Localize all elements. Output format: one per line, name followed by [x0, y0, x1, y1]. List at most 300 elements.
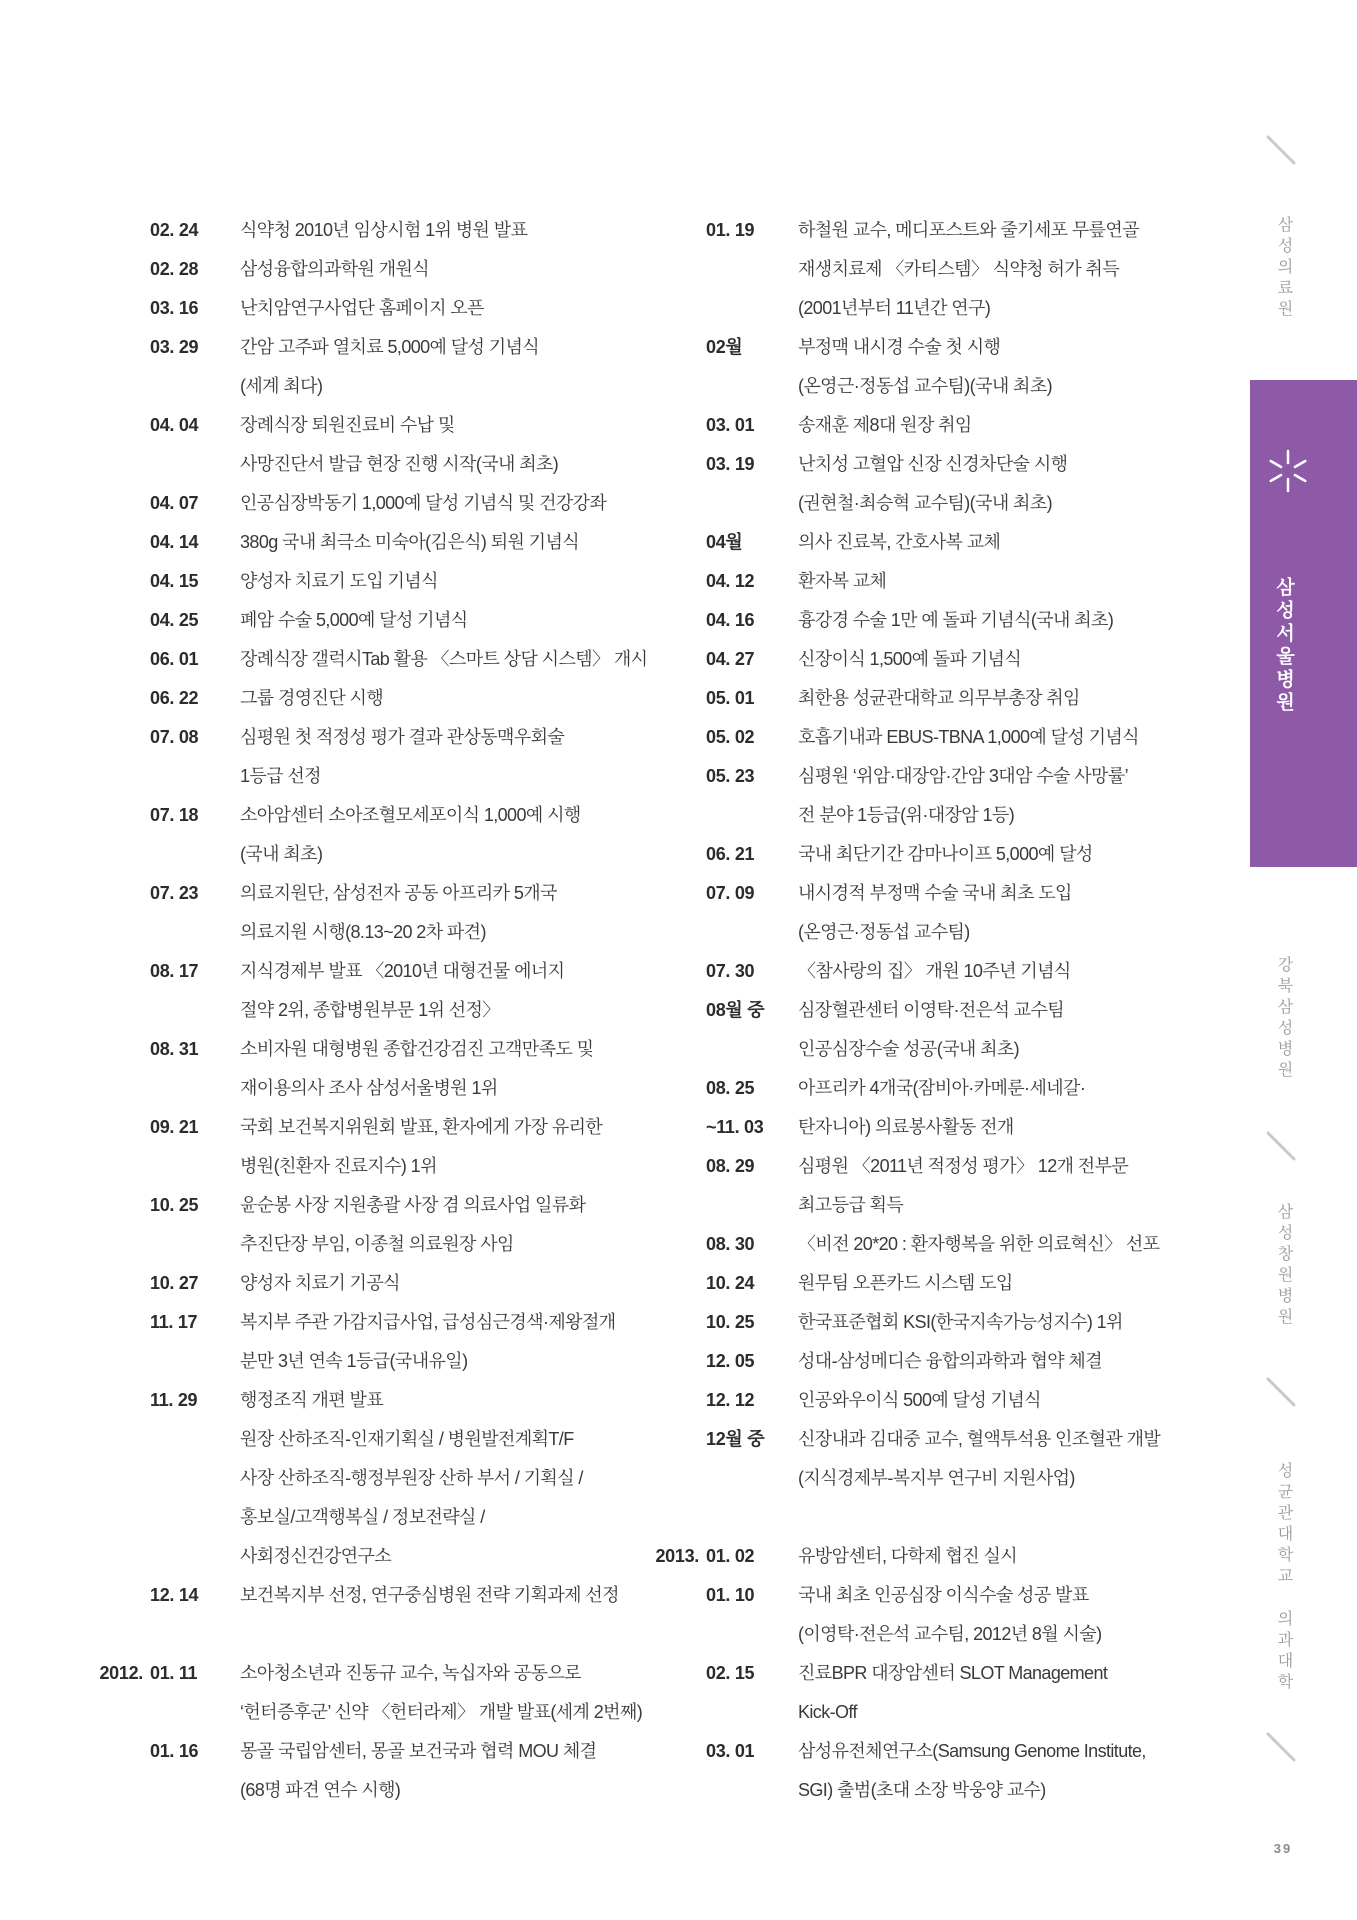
- entry-date: [706, 1342, 798, 1381]
- entry-date-text: 12. 14: [150, 1585, 199, 1605]
- entry-date-text: 08. 30: [706, 1234, 755, 1254]
- entry-description: [798, 1576, 1101, 1654]
- entry-text-line: 재생치료제 〈카티스템〉 식약청 허가 취득: [798, 259, 1120, 279]
- entry-date: [706, 835, 798, 874]
- timeline-entry: [706, 874, 1160, 952]
- entry-text-line: 신장내과 김대중 교수, 혈액투석용 인조혈관 개발: [798, 1429, 1161, 1449]
- timeline-entry: [150, 406, 647, 484]
- entry-date-text: 08. 25: [706, 1078, 755, 1098]
- entry-text-line: 송재훈 제8대 원장 취임: [798, 415, 972, 435]
- timeline-entry: [706, 718, 1160, 757]
- entry-date-text: 12. 12: [706, 1390, 755, 1410]
- timeline-entry: [150, 679, 647, 718]
- entry-description: [798, 718, 1139, 757]
- entry-description: [240, 1108, 602, 1186]
- timeline-entry: [150, 484, 647, 523]
- entry-date-text: 04. 16: [706, 610, 755, 630]
- entry-date-text: 07. 23: [150, 883, 199, 903]
- entry-description: [798, 679, 1080, 718]
- timeline-entry: [150, 874, 647, 952]
- year-label: 2012.: [99, 1663, 143, 1683]
- entry-text-line: 하철원 교수, 메디포스트와 줄기세포 무릎연골: [798, 220, 1139, 240]
- entry-text-line: 환자복 교체: [798, 571, 887, 591]
- timeline-entry: [706, 757, 1160, 835]
- entry-date-text: 03. 19: [706, 454, 755, 474]
- slash-divider-icon: [1265, 134, 1297, 166]
- entry-text-line: (지식경제부-복지부 연구비 지원사업): [798, 1468, 1075, 1488]
- entry-text-line: 사장 산하조직-행정부원장 산하 부서 / 기획실 /: [240, 1468, 583, 1488]
- entry-date: [706, 874, 798, 952]
- section-label-samsung-seoul-hospital: 삼성서울병원: [1273, 577, 1294, 715]
- entry-date-text: 01. 02: [706, 1546, 755, 1566]
- entry-date: [706, 211, 798, 328]
- entry-date-text: 08. 29: [706, 1156, 755, 1176]
- entry-date: [706, 679, 798, 718]
- entry-text-line: 몽골 국립암센터, 몽골 보건국과 협력 MOU 체결: [240, 1741, 597, 1761]
- entry-text-line: (세계 최다): [240, 376, 323, 396]
- entry-description: [240, 1732, 596, 1810]
- entry-text-line: 난치암연구사업단 홈페이지 오픈: [240, 298, 484, 318]
- entry-text-line: 난치성 고혈압 신장 신경차단술 시행: [798, 454, 1068, 474]
- timeline-entry: [706, 1342, 1160, 1381]
- entry-description: [798, 1420, 1160, 1498]
- timeline-entry: [706, 835, 1160, 874]
- entry-description: [240, 796, 581, 874]
- entry-text-line: 소아청소년과 진동규 교수, 녹십자와 공동으로: [240, 1663, 581, 1683]
- entry-date-text: 08월 중: [706, 1000, 765, 1020]
- entry-text-line: 식약청 2010년 임상시험 1위 병원 발표: [240, 220, 528, 240]
- entry-description: [240, 406, 558, 484]
- entry-text-line: 보건복지부 선정, 연구중심병원 전략 기획과제 선정: [240, 1585, 619, 1605]
- entry-date-text: 04. 07: [150, 493, 199, 513]
- entry-date: [706, 1303, 798, 1342]
- entry-description: [240, 562, 438, 601]
- timeline-entry: [706, 211, 1160, 328]
- entry-date: [706, 562, 798, 601]
- entry-text-line: 간암 고주파 열치료 5,000예 달성 기념식: [240, 337, 540, 357]
- entry-text-line: 380g 국내 최극소 미숙아(김은식) 퇴원 기념식: [240, 532, 580, 552]
- timeline-entry: [706, 328, 1160, 406]
- timeline-entry: [706, 562, 1160, 601]
- entry-text-line: 복지부 주관 가감지급사업, 급성심근경색·제왕절개: [240, 1312, 616, 1332]
- entry-date: [706, 1654, 798, 1732]
- entry-text-line: 심장혈관센터 이영탁·전은석 교수팀: [798, 1000, 1065, 1020]
- entry-text-line: 의료지원 시행(8.13~20 2차 파견): [240, 922, 486, 942]
- entry-text-line: 심평원 첫 적정성 평가 결과 관상동맥우회술: [240, 727, 565, 747]
- entry-date-text: 04. 15: [150, 571, 199, 591]
- section-label-samsung-changwon-hospital: 삼성창원병원: [1275, 1203, 1292, 1329]
- entry-description: [240, 211, 527, 250]
- entry-text-line: 〈참사랑의 집〉 개원 10주년 기념식: [798, 961, 1071, 981]
- entry-date: [706, 1732, 798, 1810]
- entry-text-line: 추진단장 부임, 이종철 의료원장 사임: [240, 1234, 514, 1254]
- entry-text-line: 장례식장 퇴원진료비 수납 및: [240, 415, 455, 435]
- entry-description: [798, 1654, 1107, 1732]
- entry-date: [150, 1576, 240, 1615]
- entry-text-line: 양성자 치료기 도입 기념식: [240, 571, 438, 591]
- entry-text-line: 폐암 수술 5,000예 달성 기념식: [240, 610, 468, 630]
- entry-date: [706, 328, 798, 406]
- timeline-entry: [706, 1654, 1160, 1732]
- timeline-entry: [150, 1264, 647, 1303]
- timeline-entry: [150, 1576, 647, 1615]
- timeline-entry: [150, 562, 647, 601]
- entry-date-text: 11. 29: [150, 1390, 198, 1410]
- entry-description: [240, 601, 468, 640]
- entry-description: [798, 1264, 1013, 1303]
- entry-description: [240, 328, 539, 406]
- entry-date-text: 05. 23: [706, 766, 755, 786]
- timeline-entry: [150, 328, 647, 406]
- entry-date-text: 05. 02: [706, 727, 755, 747]
- timeline-entry: [150, 1381, 647, 1576]
- timeline-entry: [150, 640, 647, 679]
- section-label-samsung-medical-center: 삼성의료원: [1275, 216, 1292, 321]
- entry-text-line: 양성자 치료기 기공식: [240, 1273, 400, 1293]
- timeline-entry: [150, 1186, 647, 1264]
- entry-date-text: 04. 25: [150, 610, 199, 630]
- entry-date: [706, 1381, 798, 1420]
- entry-text-line: 원장 산하조직-인재기획실 / 병원발전계획T/F: [240, 1429, 574, 1449]
- timeline-entry: [706, 445, 1160, 523]
- entry-date: [706, 601, 798, 640]
- entry-description: [798, 406, 972, 445]
- timeline-entry: [150, 796, 647, 874]
- entry-date: [706, 1147, 798, 1225]
- year-group: [706, 211, 1160, 1498]
- starburst-icon: [1266, 445, 1310, 497]
- entry-description: [798, 952, 1071, 991]
- entry-date-text: 06. 22: [150, 688, 199, 708]
- entry-text-line: 인공와우이식 500예 달성 기념식: [798, 1390, 1041, 1410]
- year-group: [655, 1537, 1160, 1810]
- entry-text-line: 한국표준협회 KSI(한국지속가능성지수) 1위: [798, 1312, 1123, 1332]
- entry-description: [240, 874, 557, 952]
- entry-description: [798, 328, 1052, 406]
- entry-text-line: 의료지원단, 삼성전자 공동 아프리카 5개국: [240, 883, 557, 903]
- entry-date: [706, 406, 798, 445]
- entry-text-line: 탄자니아) 의료봉사활동 전개: [798, 1117, 1014, 1137]
- entry-text-line: 분만 3년 연속 1등급(국내유일): [240, 1351, 468, 1371]
- entry-date: [150, 328, 240, 406]
- entry-description: [798, 1381, 1041, 1420]
- entry-date: [706, 523, 798, 562]
- entry-date: [706, 718, 798, 757]
- entry-description: [798, 1342, 1102, 1381]
- entry-date: [706, 991, 798, 1069]
- entry-date: [150, 562, 240, 601]
- timeline-entry: [150, 250, 647, 289]
- timeline-entry: [706, 406, 1160, 445]
- entry-date-text: 07. 30: [706, 961, 755, 981]
- entry-text-line: 절약 2위, 종합병원부문 1위 선정〉: [240, 1000, 500, 1020]
- entry-text-line: 국내 최초 인공심장 이식수술 성공 발표: [798, 1585, 1089, 1605]
- entry-date-text: 01. 11: [150, 1663, 198, 1683]
- entry-text-line: 유방암센터, 다학제 협진 실시: [798, 1546, 1018, 1566]
- entry-date: [150, 484, 240, 523]
- entry-date-text: 10. 27: [150, 1273, 199, 1293]
- timeline-entry: [150, 1303, 647, 1381]
- entry-date-text: 01. 19: [706, 220, 755, 240]
- entry-text-line: 사망진단서 발급 현장 진행 시작(국내 최초): [240, 454, 559, 474]
- entry-text-line: (68명 파견 연수 시행): [240, 1780, 401, 1800]
- entry-date-text: 04. 14: [150, 532, 199, 552]
- entry-description: [240, 1303, 616, 1381]
- section-label-skku-medical-school: 성균관대학교 의과대학: [1275, 1462, 1292, 1694]
- entry-date-text: 04. 12: [706, 571, 755, 591]
- entry-text-line: 병원(친환자 진료지수) 1위: [240, 1156, 437, 1176]
- entry-description: [798, 523, 1000, 562]
- entry-text-line: 그룹 경영진단 시행: [240, 688, 384, 708]
- entry-description: [240, 484, 606, 523]
- timeline-entry: [706, 1420, 1160, 1498]
- entry-description: [798, 601, 1113, 640]
- entry-date: [706, 445, 798, 523]
- entry-text-line: 성대-삼성메디슨 융합의과학과 협약 체결: [798, 1351, 1102, 1371]
- entry-text-line: ‘헌터증후군’ 신약 〈헌터라제〉 개발 발표(세계 2번째): [240, 1702, 643, 1722]
- entry-date-text: 12월 중: [706, 1429, 765, 1449]
- entry-date: [150, 952, 240, 1030]
- entry-description: [798, 1069, 1085, 1147]
- timeline-entry: [150, 952, 647, 1030]
- entry-date: [150, 874, 240, 952]
- entry-description: [798, 991, 1064, 1069]
- entry-description: [240, 1264, 400, 1303]
- entry-text-line: 윤순봉 사장 지원총괄 사장 겸 의료사업 일류화: [240, 1195, 586, 1215]
- entry-text-line: 장례식장 갤럭시Tab 활용 〈스마트 상담 시스템〉 개시: [240, 649, 648, 669]
- entry-text-line: 1등급 선정: [240, 766, 321, 786]
- entry-date: [706, 640, 798, 679]
- entry-date-text: 02월: [706, 337, 743, 357]
- entry-text-line: 재이용의사 조사 삼성서울병원 1위: [240, 1078, 498, 1098]
- year-label: 2013.: [655, 1546, 699, 1566]
- timeline-entry: [150, 718, 647, 796]
- entry-text-line: 홍보실/고객행복실 / 정보전략실 /: [240, 1507, 485, 1527]
- entry-description: [240, 1381, 583, 1576]
- entry-description: [240, 523, 579, 562]
- entry-date-text: 01. 16: [150, 1741, 199, 1761]
- entry-description: [240, 1654, 642, 1732]
- entry-description: [798, 211, 1139, 328]
- entry-date: [706, 1264, 798, 1303]
- entry-date-text: 04. 27: [706, 649, 755, 669]
- entry-date-text: 02. 28: [150, 259, 199, 279]
- entry-date: [150, 718, 240, 796]
- timeline-entry: [706, 1576, 1160, 1654]
- entry-text-line: 전 분야 1등급(위·대장암 1등): [798, 805, 1015, 825]
- entry-description: [240, 250, 429, 289]
- entry-description: [798, 562, 886, 601]
- entry-date-text: 06. 01: [150, 649, 199, 669]
- entry-text-line: (이영탁·전은석 교수팀, 2012년 8월 시술): [798, 1624, 1102, 1644]
- entry-text-line: 소아암센터 소아조혈모세포이식 1,000예 시행: [240, 805, 581, 825]
- entry-date: [150, 1381, 240, 1576]
- timeline-entry: [706, 1225, 1160, 1264]
- entry-description: [798, 757, 1128, 835]
- entry-description: [798, 445, 1067, 523]
- entry-description: [240, 718, 564, 796]
- timeline-entry: [706, 523, 1160, 562]
- entry-description: [240, 640, 647, 679]
- entry-date-text: 07. 08: [150, 727, 199, 747]
- timeline-entry: [706, 1069, 1160, 1147]
- year-group: [150, 211, 647, 1615]
- entry-date-text: 11. 17: [150, 1312, 198, 1332]
- entry-date-text: 04월: [706, 532, 743, 552]
- timeline-entry: [150, 1108, 647, 1186]
- timeline-entry: [150, 523, 647, 562]
- entry-date-text: 10. 24: [706, 1273, 755, 1293]
- entry-date-text: 03. 16: [150, 298, 199, 318]
- timeline-entry: [150, 289, 647, 328]
- entry-date-text: 03. 01: [706, 1741, 755, 1761]
- entry-description: [240, 1186, 585, 1264]
- entry-description: [798, 1732, 1146, 1810]
- timeline-entry: [706, 601, 1160, 640]
- entry-date: [150, 523, 240, 562]
- entry-date: [655, 1537, 798, 1576]
- timeline-entry: [150, 601, 647, 640]
- entry-description: [798, 1225, 1159, 1264]
- entry-text-line: 지식경제부 발표 〈2010년 대형건물 에너지: [240, 961, 565, 981]
- entry-date: [150, 601, 240, 640]
- entry-date: [150, 1303, 240, 1381]
- entry-date: [150, 1108, 240, 1186]
- entry-text-line: 국내 최단기간 감마나이프 5,000예 달성: [798, 844, 1093, 864]
- entry-date: [706, 1225, 798, 1264]
- entry-description: [798, 835, 1093, 874]
- entry-text-line: 아프리카 4개국(잠비아·카메룬·세네갈·: [798, 1078, 1086, 1098]
- page-number: 39: [1273, 1841, 1293, 1856]
- timeline-entry: [706, 640, 1160, 679]
- entry-date: [150, 679, 240, 718]
- timeline-entry: [706, 679, 1160, 718]
- entry-text-line: 사회정신건강연구소: [240, 1546, 392, 1566]
- entry-date: [706, 1069, 798, 1147]
- entry-text-line: (국내 최초): [240, 844, 323, 864]
- entry-text-line: 부정맥 내시경 수술 첫 시행: [798, 337, 1001, 357]
- entry-date-text: 08. 31: [150, 1039, 199, 1059]
- timeline-entry: [706, 991, 1160, 1069]
- entry-date: [150, 640, 240, 679]
- entry-text-line: (온영근·정동섭 교수팀): [798, 922, 970, 942]
- timeline-entry: [150, 211, 647, 250]
- entry-text-line: (온영근·정동섭 교수팀)(국내 최초): [798, 376, 1053, 396]
- entry-date-text: 02. 15: [706, 1663, 755, 1683]
- entry-date-text: 03. 29: [150, 337, 199, 357]
- entry-date-text: 04. 04: [150, 415, 199, 435]
- entry-text-line: 내시경적 부정맥 수술 국내 최초 도입: [798, 883, 1072, 903]
- timeline-entry: [706, 1303, 1160, 1342]
- entry-text-line: 의사 진료복, 간호사복 교체: [798, 532, 1001, 552]
- entry-date-text: 10. 25: [150, 1195, 199, 1215]
- entry-date-text: 08. 17: [150, 961, 199, 981]
- entry-date: [150, 1732, 240, 1810]
- entry-text-line: 행정조직 개편 발표: [240, 1390, 384, 1410]
- timeline-entry: [706, 1147, 1160, 1225]
- entry-date: [150, 289, 240, 328]
- entry-text-line: 〈비전 20*20 : 환자행복을 위한 의료혁신〉 선포: [798, 1234, 1160, 1254]
- entry-description: [798, 1303, 1123, 1342]
- entry-date-text: 07. 18: [150, 805, 199, 825]
- entry-text-line: 심평원 〈2011년 적정성 평가〉 12개 전부문: [798, 1156, 1129, 1176]
- entry-date: [706, 1420, 798, 1498]
- entry-date-text: 01. 10: [706, 1585, 755, 1605]
- entry-description: [798, 640, 1021, 679]
- timeline-entry: [150, 1732, 647, 1810]
- timeline-entry: [655, 1537, 1160, 1576]
- entry-date: [150, 211, 240, 250]
- timeline-entry: [706, 1264, 1160, 1303]
- entry-text-line: 원무팀 오픈카드 시스템 도입: [798, 1273, 1013, 1293]
- entry-description: [240, 952, 564, 1030]
- entry-date: [99, 1654, 240, 1732]
- entry-date: [150, 796, 240, 874]
- entry-date-text: 03. 01: [706, 415, 755, 435]
- entry-description: [798, 1147, 1128, 1225]
- slash-divider-icon: [1265, 1731, 1297, 1763]
- entry-text-line: SGI) 출범(초대 소장 박웅양 교수): [798, 1780, 1046, 1800]
- entry-text-line: 진료BPR 대장암센터 SLOT Management: [798, 1663, 1108, 1683]
- entry-text-line: 호흡기내과 EBUS-TBNA 1,000예 달성 기념식: [798, 727, 1139, 747]
- entry-text-line: 삼성융합의과학원 개원식: [240, 259, 430, 279]
- entry-date: [150, 1264, 240, 1303]
- entry-date-text: 02. 24: [150, 220, 199, 240]
- year-group: [99, 1654, 647, 1810]
- timeline-left-column: [99, 211, 648, 1810]
- entry-date: [706, 757, 798, 835]
- entry-description: [240, 1576, 619, 1615]
- entry-text-line: 삼성유전체연구소(Samsung Genome Institute,: [798, 1741, 1146, 1761]
- slash-divider-icon: [1265, 1376, 1297, 1408]
- timeline-entry: [706, 1732, 1160, 1810]
- timeline-entry: [150, 1030, 647, 1108]
- entry-date: [150, 1186, 240, 1264]
- entry-text-line: 신장이식 1,500예 돌파 기념식: [798, 649, 1022, 669]
- entry-date: [706, 952, 798, 991]
- entry-text-line: 최한용 성균관대학교 의무부총장 취임: [798, 688, 1080, 708]
- timeline-right-column: [655, 211, 1161, 1810]
- entry-date: [150, 250, 240, 289]
- entry-text-line: 심평원 ‘위암·대장암·간암 3대암 수술 사망률’: [798, 766, 1128, 786]
- entry-date-text: 05. 01: [706, 688, 755, 708]
- entry-description: [240, 1030, 593, 1108]
- entry-text-line: Kick-Off: [798, 1702, 857, 1722]
- entry-text-line: 최고등급 획득: [798, 1195, 904, 1215]
- timeline-entry: [706, 952, 1160, 991]
- entry-date-text: ~11. 03: [706, 1117, 764, 1137]
- entry-text-line: 소비자원 대형병원 종합건강검진 고객만족도 및: [240, 1039, 594, 1059]
- entry-date-text: 09. 21: [150, 1117, 199, 1137]
- entry-text-line: 흉강경 수술 1만 예 돌파 기념식(국내 최초): [798, 610, 1114, 630]
- entry-date-text: 10. 25: [706, 1312, 755, 1332]
- entry-date: [706, 1576, 798, 1654]
- entry-date: [150, 1030, 240, 1108]
- entry-text-line: (2001년부터 11년간 연구): [798, 298, 991, 318]
- entry-date-text: 06. 21: [706, 844, 755, 864]
- entry-text-line: (권현철·최승혁 교수팀)(국내 최초): [798, 493, 1053, 513]
- entry-description: [240, 679, 383, 718]
- timeline-entry: [99, 1654, 647, 1732]
- entry-date: [150, 406, 240, 484]
- entry-description: [798, 874, 1072, 952]
- entry-text-line: 인공심장수술 성공(국내 최초): [798, 1039, 1020, 1059]
- entry-description: [240, 289, 484, 328]
- entry-text-line: 국회 보건복지위원회 발표, 환자에게 가장 유리한: [240, 1117, 603, 1137]
- slash-divider-icon: [1265, 1130, 1297, 1162]
- entry-date-text: 12. 05: [706, 1351, 755, 1371]
- entry-text-line: 인공심장박동기 1,000예 달성 기념식 및 건강강좌: [240, 493, 607, 513]
